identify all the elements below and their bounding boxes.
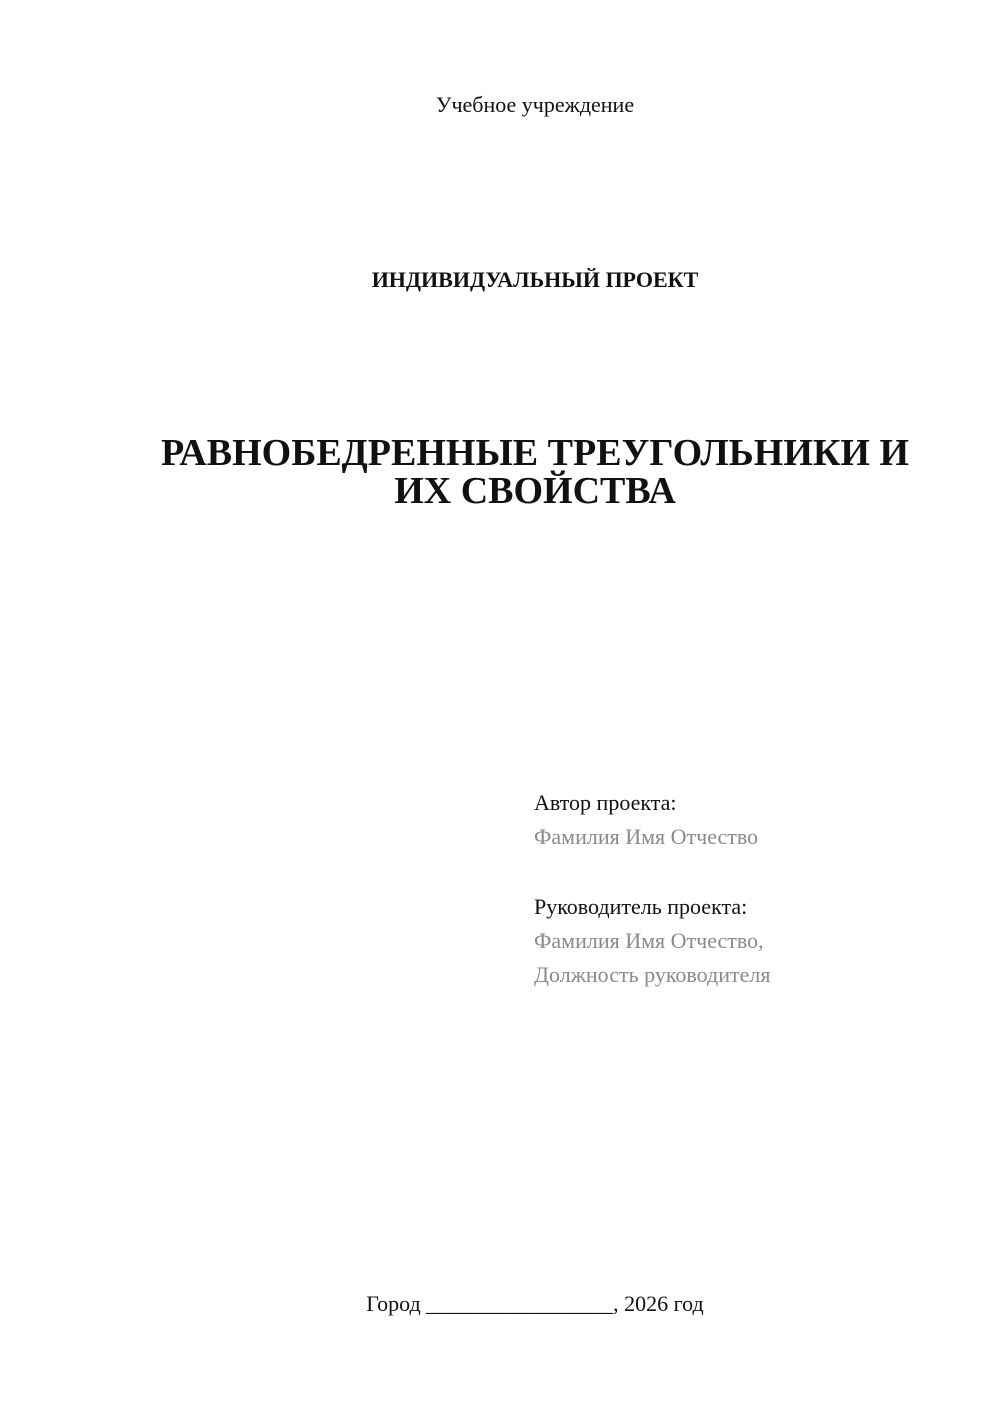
project-title [70,434,1000,510]
supervisor-label: Руководитель проекта: [534,894,748,919]
supervisor-position: Должность руководителя [534,962,771,987]
institution-name: Учебное учреждение [435,92,635,117]
city-year-line: Город _________________, 2026 год [366,1291,704,1316]
project-info-block [534,786,974,992]
author-name: Фамилия Имя Отчество [534,824,759,849]
author-label: Автор проекта: [534,790,677,815]
project-title-line-1: РАВНОБЕДРЕННЫЕ ТРЕУГОЛЬНИКИ И [160,432,910,474]
spacer [534,854,974,890]
supervisor-name: Фамилия Имя Отчество, [534,928,764,953]
document-type-heading: ИНДИВИДУАЛЬНЫЙ ПРОЕКТ [371,267,699,292]
project-title-line-2: ИХ СВОЙСТВА [394,470,676,512]
